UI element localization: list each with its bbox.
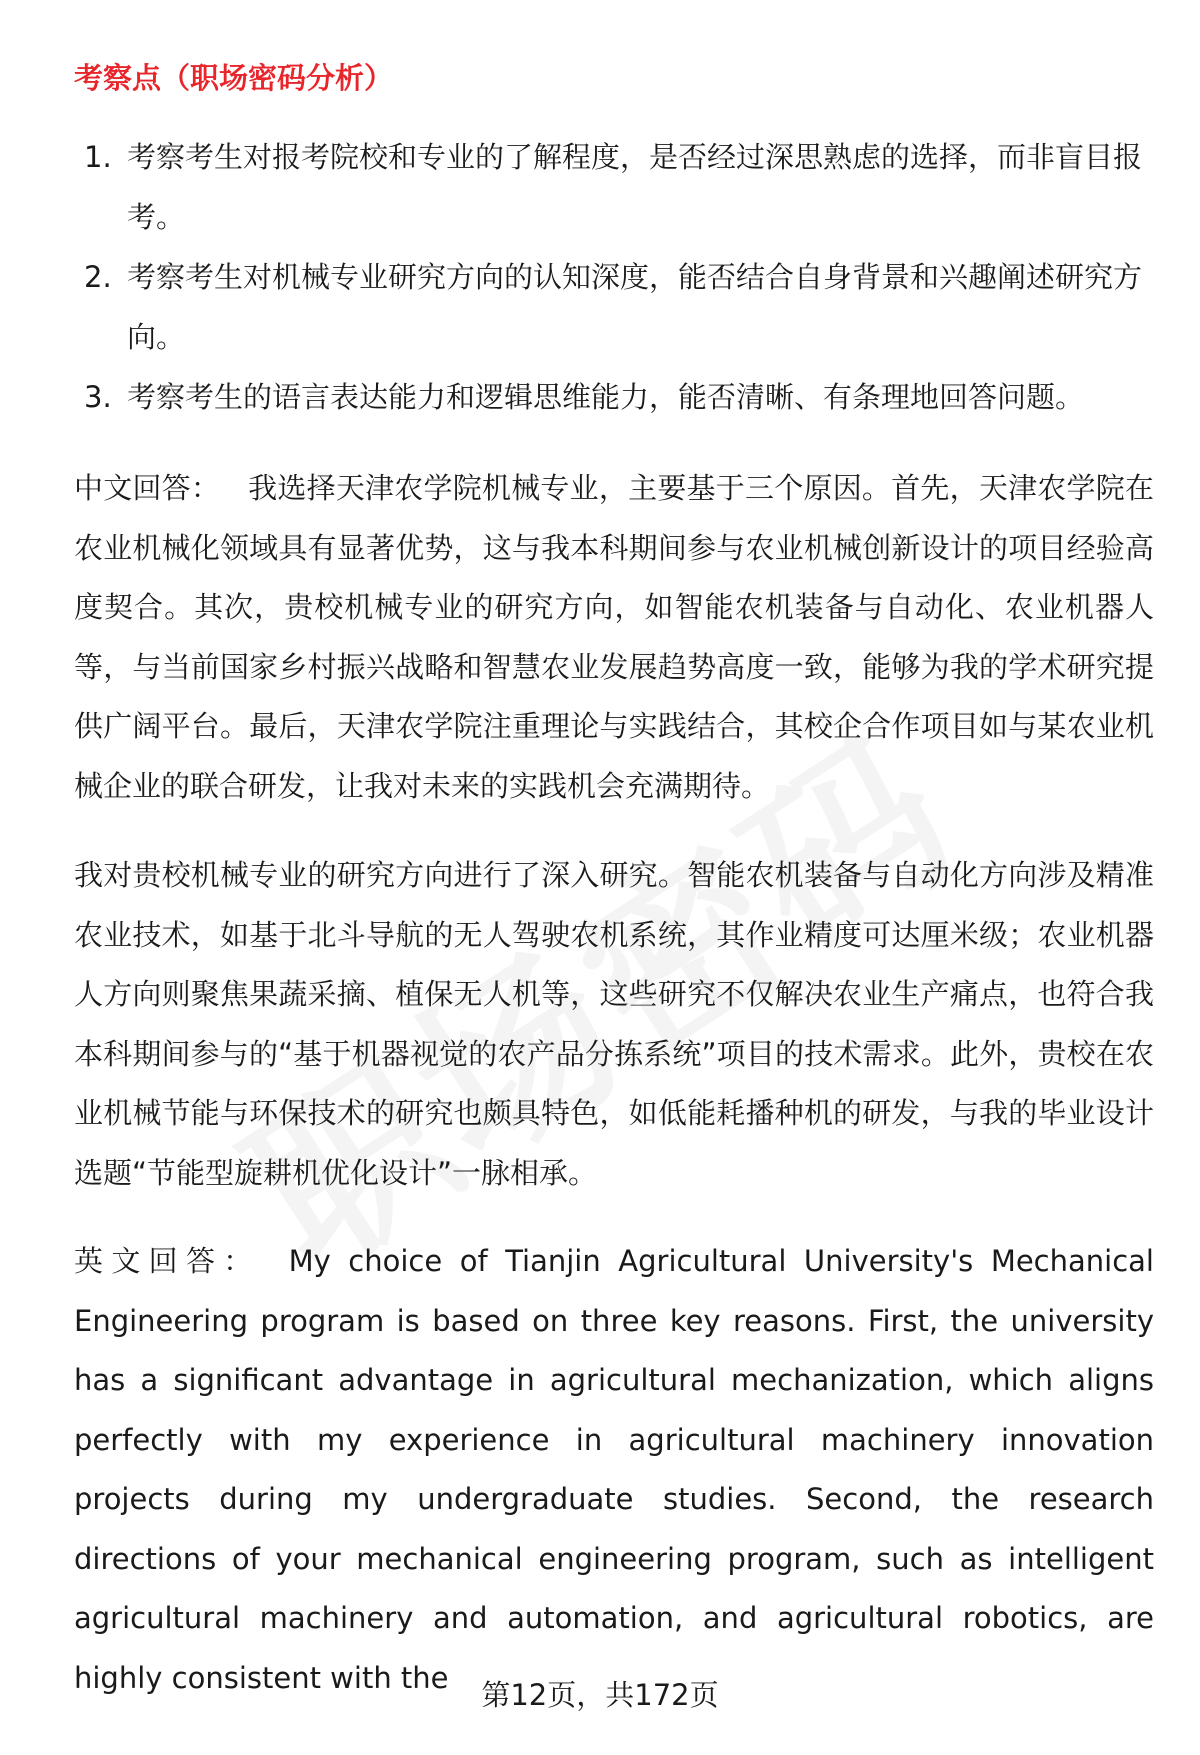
chinese-answer-paragraph bbox=[74, 459, 1154, 816]
list-item bbox=[74, 247, 1154, 367]
list-number: 2. bbox=[84, 260, 112, 294]
english-answer-paragraph bbox=[74, 1232, 1154, 1708]
english-answer-text: My choice of Tianjin Agricultural University's Mechanical Engineering program is based on three key reasons. First, the university has a significant advantage in agricultural mechanization, which aligns perfectly with my experience in agricultural machinery innovation projects during my undergraduate studies. Second, the research directions of your mechanical engineering program, such as intelligent agricultural machinery and automation, and agricultural robotics, are highly consistent with the bbox=[74, 1244, 1154, 1695]
english-answer-label: 英文回答： bbox=[74, 1244, 261, 1278]
section-title: 考察点（职场密码分析） bbox=[74, 61, 394, 95]
page-footer: 第12页，共172页 bbox=[481, 1678, 719, 1712]
list-number: 3. bbox=[84, 380, 112, 414]
list-item-text: 考察考生对机械专业研究方向的认知深度，能否结合自身背景和兴趣阐述研究方向。 bbox=[127, 260, 1143, 354]
assessment-points-list bbox=[74, 127, 1154, 427]
chinese-answer-text: 我选择天津农学院机械专业，主要基于三个原因。首先，天津农学院在农业机械化领域具有显著优势，这与我本科期间参与农业机械创新设计的项目经验高度契合。其次，贵校机械专业的研究方向，如智能农机装备与自动化、农业机器人等，与当前国家乡村振兴战略和智慧农业发展趋势高度一致，能够为我的学术研究提供广阔平台。最后，天津农学院注重理论与实践结合，其校企合作项目如与某农业机械企业的联合研发，让我对未来的实践机会充满期待。 bbox=[74, 471, 1154, 803]
chinese-answer-label: 中文回答： bbox=[74, 471, 221, 505]
list-item bbox=[74, 367, 1154, 427]
research-direction-paragraph bbox=[74, 846, 1154, 1203]
list-item-text: 考察考生的语言表达能力和逻辑思维能力，能否清晰、有条理地回答问题。 bbox=[127, 380, 1085, 414]
list-item bbox=[74, 127, 1154, 247]
list-item-text: 考察考生对报考院校和专业的了解程度，是否经过深思熟虑的选择，而非盲目报考。 bbox=[127, 140, 1143, 234]
research-direction-text: 我对贵校机械专业的研究方向进行了深入研究。智能农机装备与自动化方向涉及精准农业技术，如基于北斗导航的无人驾驶农机系统，其作业精度可达厘米级；农业机器人方向则聚焦果蔬采摘、植保无人机等，这些研究不仅解决农业生产痛点，也符合我本科期间参与的“基于机器视觉的农产品分拣系统”项目的技术需求。此外，贵校在农业机械节能与环保技术的研究也颇具特色，如低能耗播种机的研发，与我的毕业设计选题“节能型旋耕机优化设计”一脉相承。 bbox=[74, 858, 1154, 1190]
list-number: 1. bbox=[84, 140, 112, 174]
